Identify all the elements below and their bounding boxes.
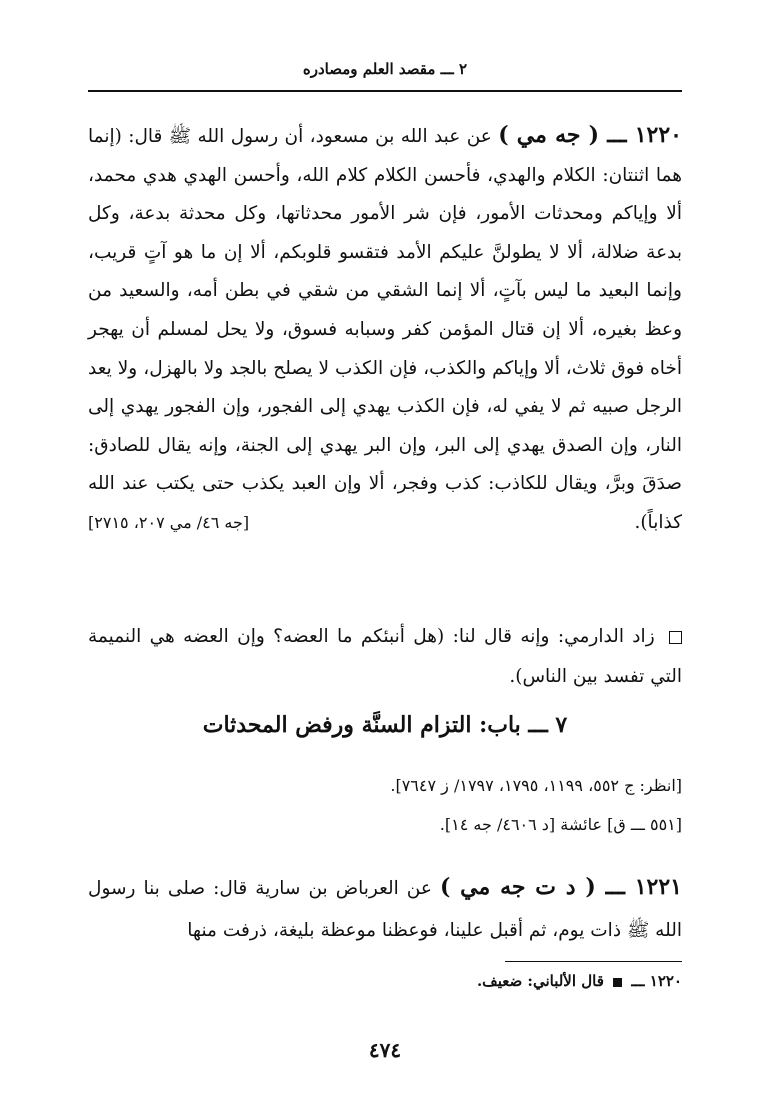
hadith-text: عن العرباض بن سارية قال: صلى بنا رسول الله ﷺ ذات يوم، ثم أقبل علينا، فوعظنا موعظة بليغة، ذرفت منها bbox=[88, 878, 682, 941]
header-rule bbox=[88, 90, 682, 92]
aisha-reference-line: [٥٥١ ـــ ق] عائشة [د ٤٦٠٦/ جه ١٤]. bbox=[439, 815, 682, 834]
see-also-line: [انظر: ج ٥٥٢، ١١٩٩، ١٧٩٥، ١٧٩٧/ ز ٧٦٤٧]. bbox=[390, 776, 682, 795]
page-number: ٤٧٤ bbox=[368, 1038, 402, 1062]
darimi-text: زاد الدارمي: وإنه قال لنا: (هل أنبئكم ما العضه؟ وإن العضه هي النميمة التي تفسد بين الناس). bbox=[88, 626, 682, 687]
darimi-addition bbox=[88, 617, 682, 697]
hadith-reference: [جه ٤٦/ مي ٢٠٧، ٢٧١٥] bbox=[88, 512, 250, 532]
filled-square-icon bbox=[613, 978, 622, 987]
hadith-1221 bbox=[88, 866, 682, 952]
hadith-number: ١٢٢١ ـــ ( د ت جه مي ) bbox=[439, 874, 682, 900]
hadith-number: ١٢٢٠ ـــ ( جه مي ) bbox=[498, 122, 682, 148]
square-bullet-icon bbox=[669, 631, 682, 644]
running-header: ٢ ـــ مقصد العلم ومصادره bbox=[302, 60, 468, 78]
footnote-text: قال الألباني: ضعيف. bbox=[476, 972, 604, 990]
hadith-text: عن عبد الله بن مسعود، أن رسول الله ﷺ قال: (إنما هما اثنتان: الكلام والهدي، فأحسن الكلام كلام الله، وأحسن الهدي هدي محمد، ألا وإياكم ومحدثات الأمور، فإن شر الأمور محدثاتها، وكل محدثة بدعة، وكل بدعة ضلالة، ألا لا يطولنَّ عليكم الأمد فتقسو قلوبكم، ألا إن ما هو آتٍ قريب، وإنما البعيد ما ليس بآتٍ، ألا إنما الشقي من شقي في بطن أمه، والسعيد من وعظ بغيره، ألا إن قتال المؤمن كفر وسبابه فسوق، ولا يحل لمسلم أن يهجر أخاه فوق ثلاث، ألا وإياكم والكذب، فإن الكذب لا يصلح بالجد ولا بالهزل، ولا يعد الرجل صبيه ثم لا يفي له، فإن الكذب يهدي إلى الفجور، وإن الفجور يهدي إلى النار، وإن الصدق يهدي إلى البر، وإن البر يهدي إلى الجنة، وإنه يقال للصادق: صدَقَ وبرَّ، ويقال للكاذب: كذب وفجر، ألا وإن العبد يكذب حتى يكتب عند الله كذاباً). bbox=[88, 126, 682, 533]
footnote bbox=[88, 972, 682, 990]
chapter-title: ٧ ـــ باب: التزام السنَّة ورفض المحدثات bbox=[202, 712, 568, 738]
footnote-number: ١٢٢٠ ـــ bbox=[631, 972, 682, 990]
hadith-1220 bbox=[88, 116, 682, 543]
footnote-rule bbox=[505, 961, 682, 962]
